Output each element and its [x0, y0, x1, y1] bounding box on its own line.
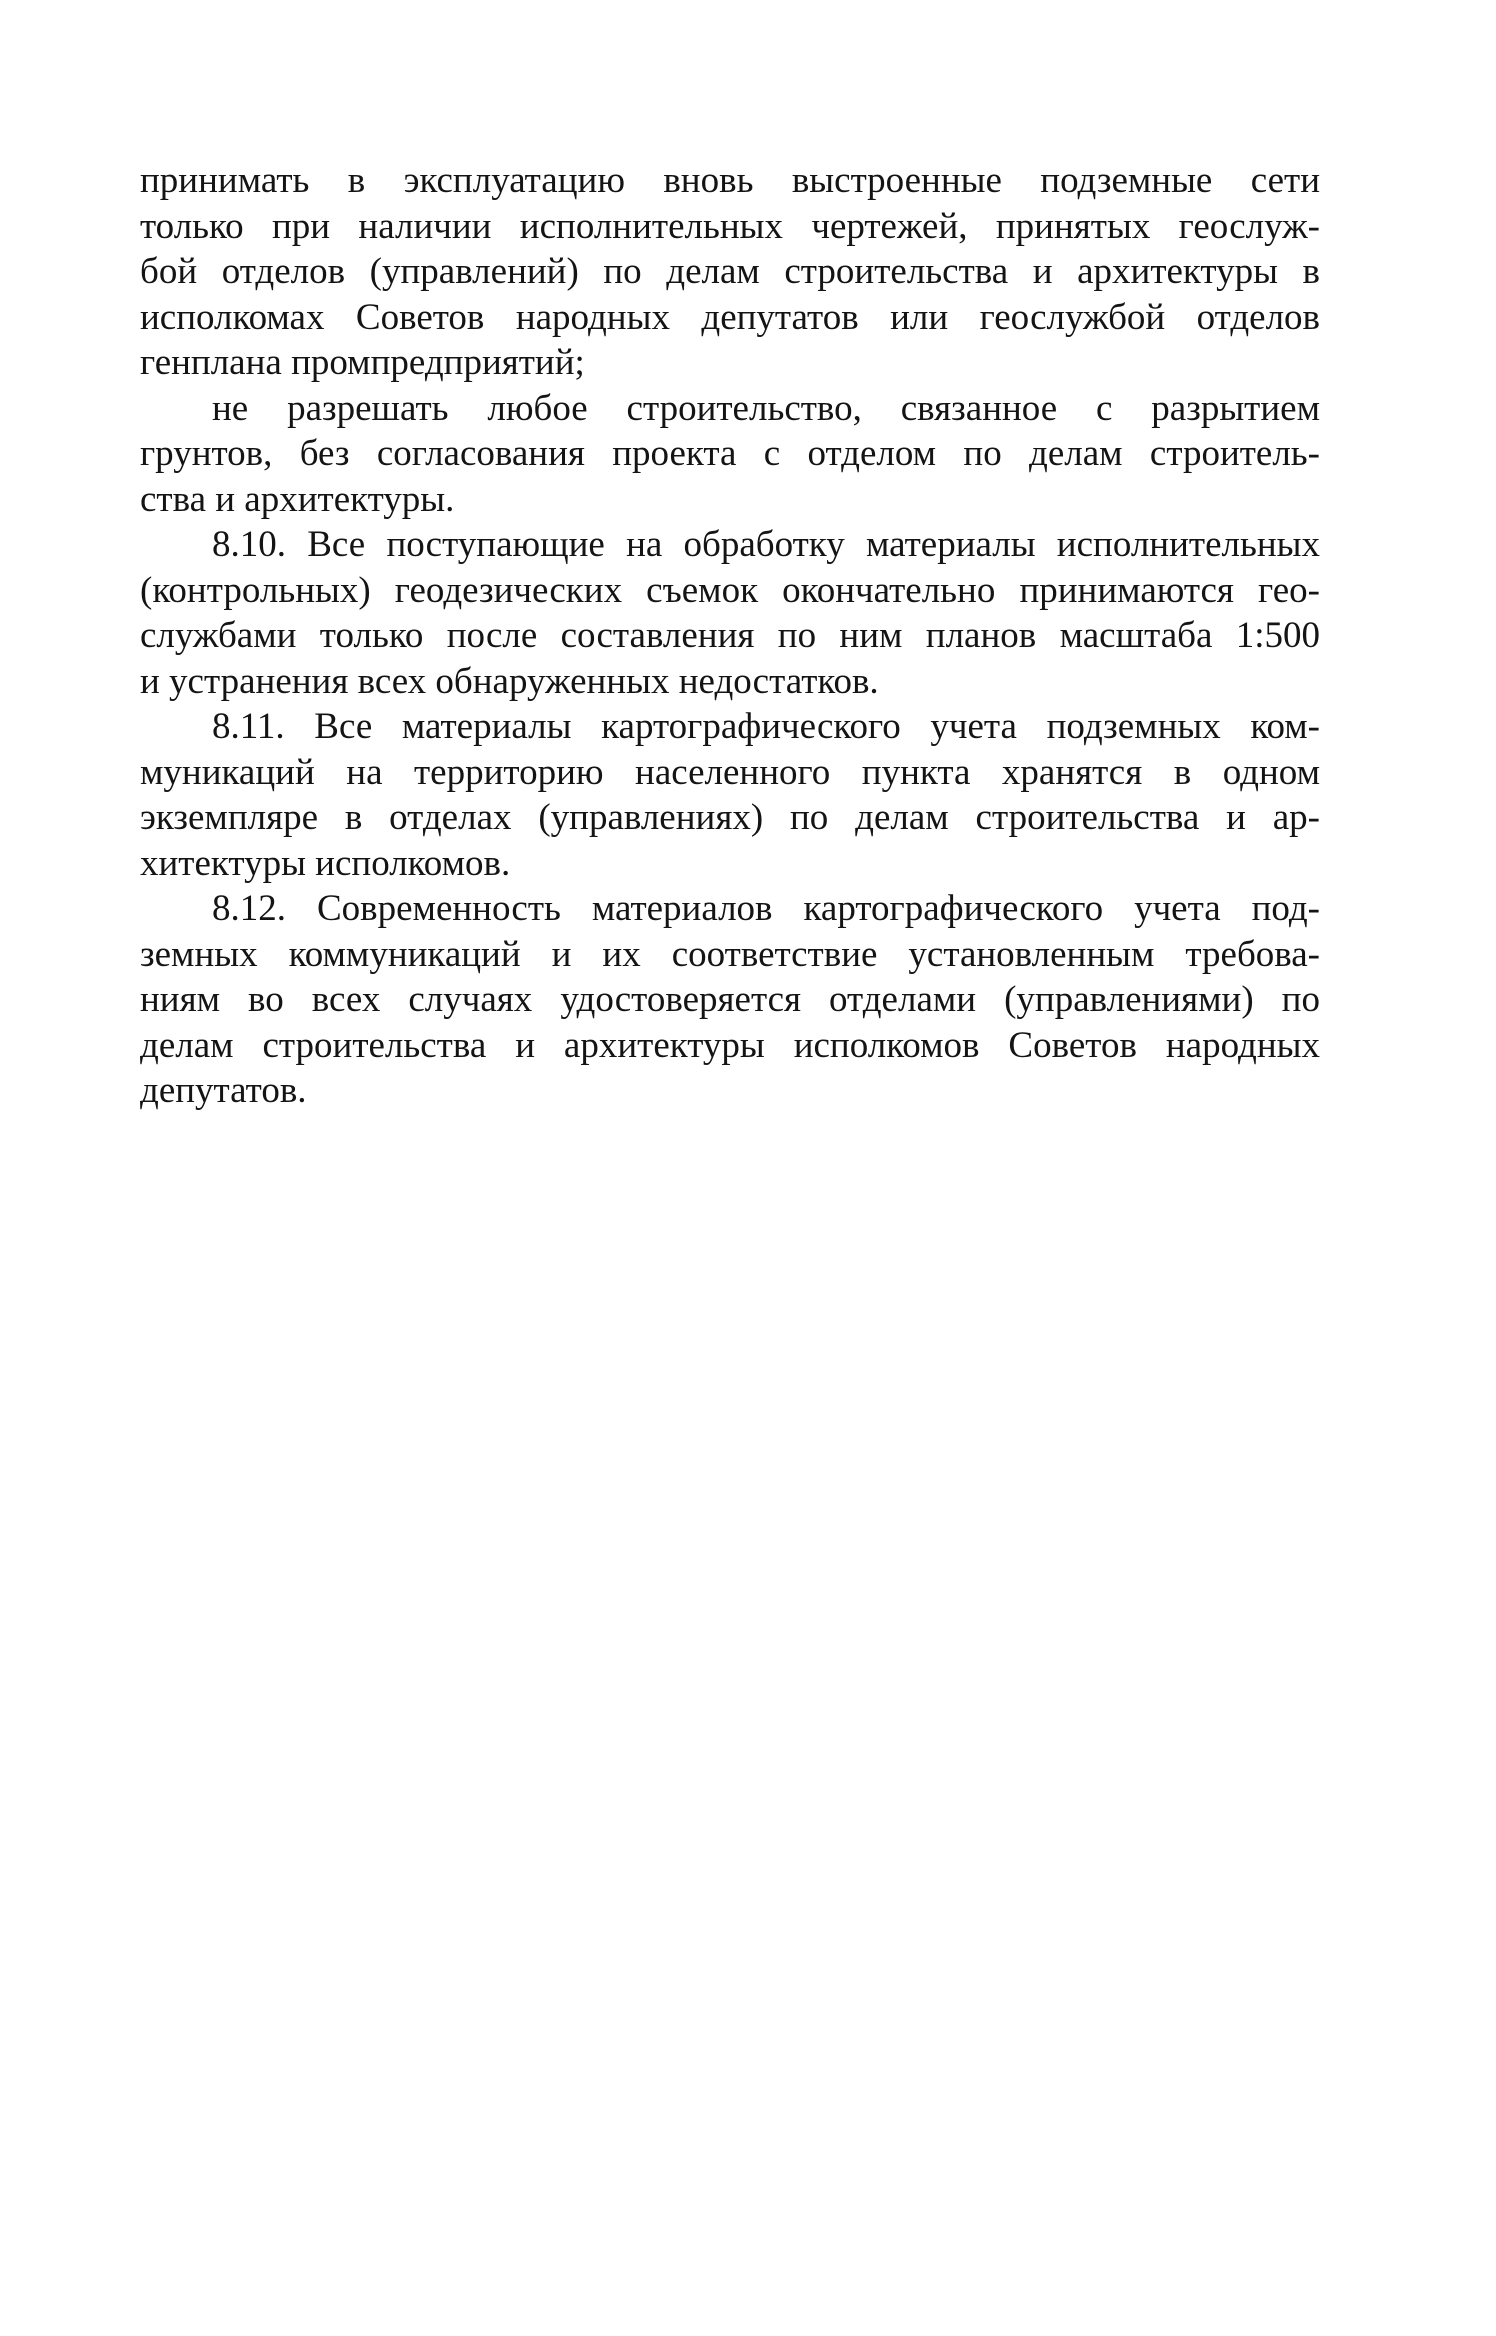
text-line: депутатов. [140, 1070, 307, 1111]
text-line: 8.12. Современность материалов картографического учета под- [212, 888, 1320, 929]
text-line: грунтов, без согласования проекта с отделом по делам строитель- [140, 433, 1320, 474]
text-line: муникаций на территорию населенного пункта хранятся в одном [140, 751, 1320, 793]
paragraph-continued-1 [140, 158, 1320, 386]
document-page [140, 158, 1320, 1114]
text-line: хитектуры исполкомов. [140, 842, 511, 884]
paragraph-8-11 [140, 704, 1320, 886]
text-line: земных коммуникаций и их соответствие установленным требова- [140, 933, 1320, 975]
text-line: только при наличии исполнительных чертежей, принятых геослуж- [140, 205, 1320, 247]
text-line: принимать в эксплуатацию вновь выстроенные подземные сети [140, 160, 1320, 201]
text-line: ства и архитектуры. [140, 478, 455, 520]
text-line: экземпляре в отделах (управлениях) по делам строительства и ар- [140, 797, 1320, 838]
text-line: и устранения всех обнаруженных недостатков. [140, 660, 879, 702]
text-line: исполкомах Советов народных депутатов или геослужбой отделов [140, 296, 1320, 338]
text-line: ниям во всех случаях удостоверяется отделами (управлениями) по [140, 979, 1320, 1020]
text-line: 8.10. Все поступающие на обработку материалы исполнительных [212, 524, 1320, 565]
text-line: службами только после составления по ним планов масштаба 1:500 [140, 615, 1320, 656]
paragraph-continued-2 [140, 386, 1320, 523]
paragraph-8-12 [140, 886, 1320, 1114]
text-line: не разрешать любое строительство, связанное с разрытием [212, 387, 1320, 429]
text-line: 8.11. Все материалы картографического учета подземных ком- [212, 706, 1320, 747]
text-line: (контрольных) геодезических съемок окончательно принимаются гео- [140, 569, 1320, 611]
text-line: делам строительства и архитектуры исполкомов Советов народных [140, 1024, 1320, 1066]
text-line: генплана промпредприятий; [140, 342, 585, 383]
paragraph-8-10 [140, 522, 1320, 704]
text-line: бой отделов (управлений) по делам строительства и архитектуры в [140, 251, 1320, 292]
